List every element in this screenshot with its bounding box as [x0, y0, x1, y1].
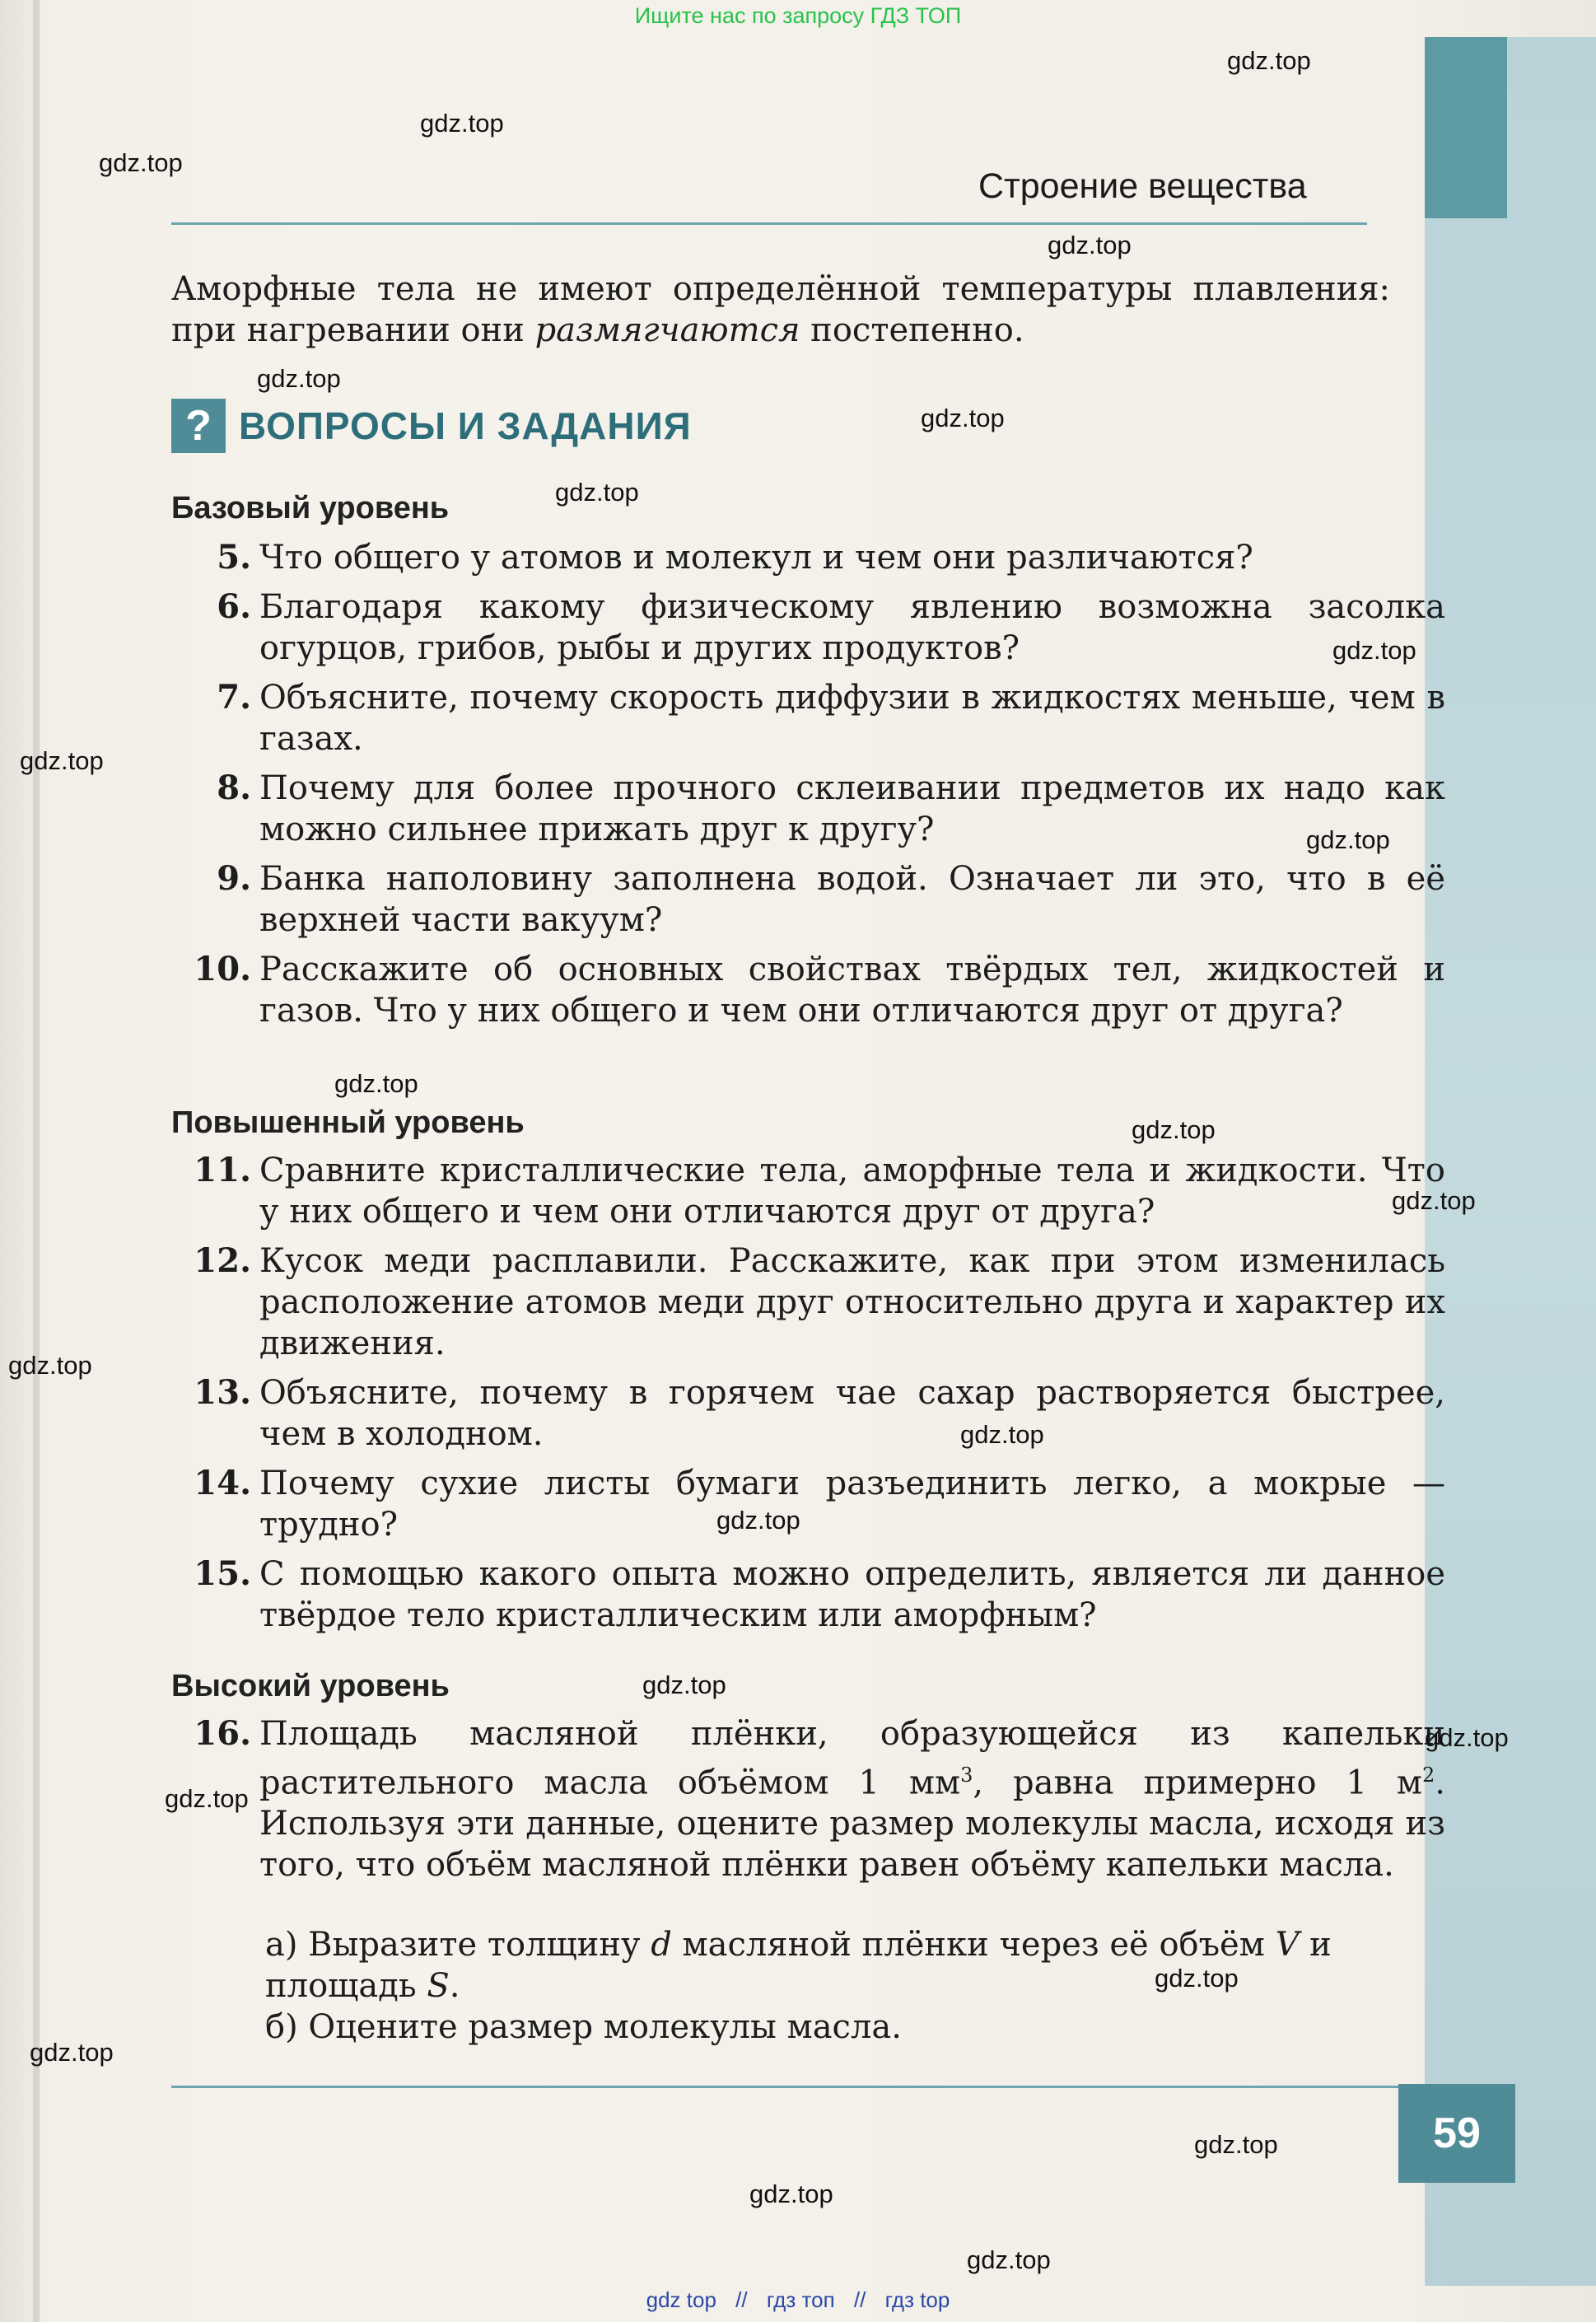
question-item: 10. Расскажите об основных свойствах твёрдых тел, жидкостей и газов. Что у них общего и чем они отличаются друг от друга?	[194, 950, 1445, 1030]
watermark: gdz.top	[1425, 1723, 1509, 1752]
footer-link[interactable]: гдз топ	[766, 2287, 835, 2312]
question-item: 12. Кусок меди расплавили. Расскажите, как при этом изменилась расположение атомов меди друг относительно друга и характер их движения.	[194, 1241, 1445, 1362]
margin-tab	[1425, 37, 1507, 218]
watermark: gdz.top	[1155, 1964, 1239, 1993]
book-spine	[33, 0, 40, 2322]
bottom-links	[0, 2287, 1596, 2313]
watermark: gdz.top	[960, 1420, 1044, 1449]
intro-paragraph: Аморфные тела не имеют определённой температуры плавления: при нагревании они размягчаются постепенно.	[171, 270, 1390, 349]
watermark: gdz.top	[165, 1784, 249, 1813]
watermark: gdz.top	[1306, 825, 1390, 854]
watermark: gdz.top	[99, 148, 183, 177]
watermark: gdz.top	[716, 1506, 800, 1535]
question-item: 15. С помощью какого опыта можно определить, является ли данное твёрдое тело кристаллическим или аморфным?	[194, 1554, 1445, 1634]
watermark: gdz.top	[420, 109, 504, 138]
watermark: gdz.top	[1227, 46, 1311, 75]
footer-link[interactable]: gdz top	[646, 2287, 716, 2312]
section-heading	[171, 399, 692, 453]
question-item: 13. Объясните, почему в горячем чае сахар растворяется быстрее, чем в холодном.	[194, 1373, 1445, 1453]
question-item: 11. Сравните кристаллические тела, аморфные тела и жидкости. Что у них общего и чем они отличаются друг от друга?	[194, 1151, 1445, 1231]
page-margin-strip	[1425, 37, 1596, 2286]
subquestion-a: а) Выразите толщину d масляной плёнки через её объём V и площадь S.	[265, 1926, 1332, 2005]
watermark: gdz.top	[8, 1351, 92, 1380]
watermark: gdz.top	[1132, 1115, 1216, 1144]
link-separator: //	[735, 2287, 748, 2312]
watermark: gdz.top	[749, 2180, 833, 2208]
question-item: 6. Благодаря какому физическому явлению возможна засолка огурцов, грибов, рыбы и других продуктов?	[217, 587, 1445, 667]
page-number: 59	[1433, 2109, 1481, 2157]
question-mark-icon: ?	[171, 399, 226, 453]
watermark: gdz.top	[20, 746, 104, 775]
top-banner[interactable]: Ищите нас по запросу ГДЗ ТОП	[634, 3, 962, 28]
watermark: gdz.top	[967, 2245, 1051, 2274]
watermark: gdz.top	[642, 1670, 726, 1699]
watermark: gdz.top	[30, 2038, 114, 2067]
level-basic-heading: Базовый уровень	[171, 491, 450, 526]
question-item: 5. Что общего у атомов и молекул и чем они различаются?	[217, 538, 1253, 577]
watermark: gdz.top	[1332, 636, 1416, 665]
watermark: gdz.top	[334, 1069, 418, 1098]
level-high-heading: Высокий уровень	[171, 1669, 450, 1703]
watermark: gdz.top	[257, 364, 341, 393]
level-advanced-heading: Повышенный уровень	[171, 1105, 525, 1140]
section-heading-label: ВОПРОСЫ И ЗАДАНИЯ	[239, 404, 692, 447]
watermark: gdz.top	[1194, 2130, 1278, 2159]
link-separator: //	[853, 2287, 866, 2312]
footer-divider	[171, 2086, 1398, 2088]
watermark: gdz.top	[555, 478, 639, 507]
watermark: gdz.top	[921, 404, 1005, 432]
page-number-box	[1398, 2084, 1515, 2183]
page-header-title: Строение вещества	[978, 166, 1307, 206]
subquestion-b: б) Оцените размер молекулы масла.	[265, 2008, 902, 2046]
question-item: 14. Почему сухие листы бумаги разъединить легко, а мокрые — трудно?	[194, 1464, 1445, 1544]
question-item: 9. Банка наполовину заполнена водой. Означает ли это, что в её верхней части вакуум?	[217, 859, 1445, 939]
question-item: 7. Объясните, почему скорость диффузии в жидкостях меньше, чем в газах.	[217, 678, 1445, 758]
watermark: gdz.top	[1392, 1186, 1476, 1215]
footer-link[interactable]: гдз top	[884, 2287, 950, 2312]
header-divider	[171, 222, 1367, 225]
question-item: 16. Площадь масляной плёнки, образующейся из капельки растительного масла объёмом 1 $мм^3$, равна примерно 1 $м^2$. Используя эти данные, оцените размер молекулы масла, исходя из того, что объём масляной плёнки равен объёму капельки масла.	[194, 1714, 1445, 1885]
watermark: gdz.top	[1048, 231, 1132, 259]
question-item: 8. Почему для более прочного склеивании предметов их надо как можно сильнее прижать друг к другу?	[217, 769, 1445, 848]
